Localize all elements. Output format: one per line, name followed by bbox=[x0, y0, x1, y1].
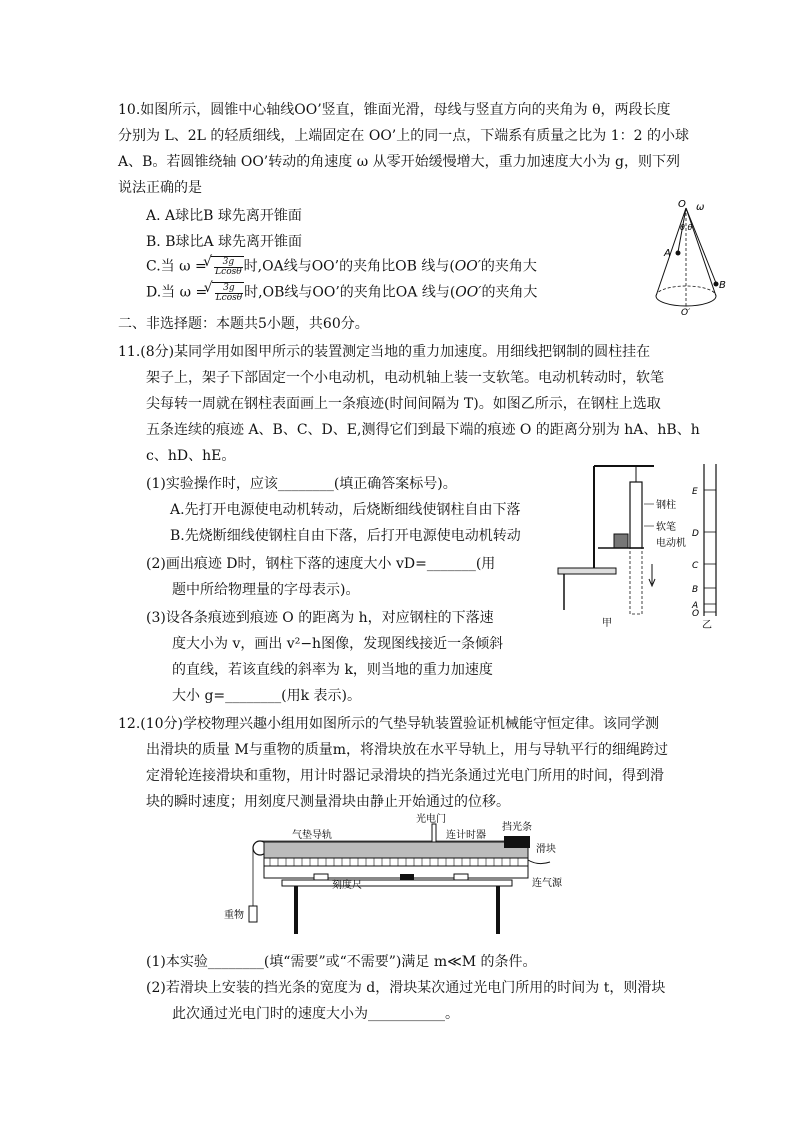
q11-line-3: 尖每转一周就在钢柱表面画上一条痕迹(时间间隔为 T)。如图乙所示，在钢柱上选取 bbox=[146, 396, 661, 412]
label-timer: 连计时器 bbox=[446, 830, 486, 841]
q10-option-d bbox=[146, 282, 537, 303]
q12-part-1: (1)本实验________(填“需要”或“不需要”)满足 m≪M 的条件。 bbox=[146, 954, 537, 970]
q10-option-c-frac-num: √ 3g bbox=[214, 258, 242, 268]
air-track-figure bbox=[220, 810, 580, 935]
label-ruler: 刻度尺 bbox=[332, 880, 362, 891]
label-yi: 乙 bbox=[702, 620, 712, 630]
slider bbox=[504, 836, 530, 848]
label-a: A bbox=[664, 248, 671, 259]
q10-option-d-frac-den: Lcosθ bbox=[215, 292, 243, 303]
q12-line-3: 定滑轮连接滑块和重物，用计时器记录滑块的挡光条通过光电门所用的时间，得到滑 bbox=[146, 768, 664, 784]
q12-part-2-a: (2)若滑块上安装的挡光条的宽度为 d，滑块某次通过光电门所用的时间为 t，则滑块 bbox=[146, 980, 666, 996]
q10-option-d-prefix: D.当 ω = bbox=[146, 284, 208, 301]
q10-option-d-text: 时,OB线与OO’的夹角比OA 线与( bbox=[244, 284, 456, 301]
trace-label-d: D bbox=[692, 529, 699, 539]
q11-line-1: 11.(8分)某同学用如图甲所示的装置测定当地的重力加速度。用细线把钢制的圆柱挂在 bbox=[118, 344, 651, 360]
hanging-weight bbox=[249, 906, 257, 922]
steel-cylinder bbox=[630, 482, 642, 548]
label-slider: 滑块 bbox=[536, 844, 556, 855]
trace-label-e: E bbox=[692, 487, 698, 497]
air-track bbox=[264, 842, 528, 858]
label-strip: 挡光条 bbox=[502, 822, 532, 833]
q12-line-1: 12.(10分)学校物理兴趣小组用如图所示的气垫导轨装置验证机械能守恒定律。该同学测 bbox=[118, 716, 660, 732]
q10-line-1: 10.如图所示，圆锥中心轴线OO’竖直，锥面光滑，母线与竖直方向的夹角为 θ，两段长度 bbox=[118, 102, 671, 118]
q10-line-3: A、B。若圆锥绕轴 OO’转动的角速度 ω 从零开始缓慢增大，重力加速度大小为 g，则下列 bbox=[118, 154, 680, 170]
q10-option-d-oo: OO′ bbox=[455, 284, 482, 301]
q11-line-4: 五条连续的痕迹 A、B、C、D、E,测得它们到最下端的痕迹 O 的距离分别为 hA、hB、h bbox=[146, 422, 700, 438]
q11-part-3-b: 度大小为 v，画出 v²−h图像，发现图线接近一条倾斜 bbox=[172, 636, 504, 652]
q10-option-c-text: 时,OA线与OO’的夹角比OB 线与( bbox=[243, 258, 455, 275]
ruler-bar bbox=[264, 858, 528, 866]
falling-cylinder bbox=[630, 548, 642, 614]
cone-right-edge bbox=[686, 208, 716, 296]
air-hose bbox=[528, 860, 550, 864]
q11-part-1-option-b: B.先烧断细线使钢柱自由下落，后打开电源使电动机转动 bbox=[170, 528, 521, 544]
cone-figure bbox=[650, 196, 740, 316]
label-gate: 光电门 bbox=[416, 814, 446, 825]
label-motor: 电动机 bbox=[656, 538, 686, 549]
trace-label-b: B bbox=[692, 585, 699, 595]
thread-ob bbox=[686, 208, 716, 283]
label-track: 气垫导轨 bbox=[292, 830, 332, 841]
trace-label-c: C bbox=[692, 561, 699, 571]
section-header: 二、非选择题：本题共5小题，共60分。 bbox=[118, 316, 369, 332]
q10-option-c-sqrt bbox=[211, 256, 243, 277]
q10-option-b: B. B球比A 球先离开锥面 bbox=[146, 234, 303, 250]
track-support bbox=[264, 866, 528, 878]
table-top bbox=[282, 880, 512, 886]
q11-part-3-d: 大小 g=________(用k 表示)。 bbox=[172, 688, 361, 704]
q12-line-2: 出滑块的质量 M与重物的质量m，将滑块放在水平导轨上，用与导轨平行的细绳跨过 bbox=[146, 742, 669, 758]
photogate bbox=[432, 824, 436, 842]
label-pen: 软笔 bbox=[656, 522, 676, 533]
trace-label-o: O bbox=[692, 609, 700, 619]
q12-line-4: 块的瞬时速度；用刻度尺测量滑块由静止开始通过的位移。 bbox=[146, 794, 510, 810]
label-weight: 重物 bbox=[224, 910, 244, 921]
motor bbox=[614, 534, 628, 548]
label-o-prime: O′ bbox=[681, 308, 691, 316]
label-omega: ω bbox=[696, 202, 705, 213]
label-jia: 甲 bbox=[602, 618, 612, 629]
q11-part-1: (1)实验操作时，应该________(填正确答案标号)。 bbox=[146, 476, 457, 492]
base-plate bbox=[558, 568, 616, 574]
q11-line-2: 架子上，架子下部固定一个小电动机，电动机轴上装一支软笔。电动机转动时，软笔 bbox=[146, 370, 664, 386]
q12-part-2-b: 此次通过光电门时的速度大小为___________。 bbox=[172, 1006, 459, 1022]
q10-line-2: 分别为 L、2L 的轻质细线，上端固定在 OO’上的同一点，下端系有质量之比为 1：2 的小球 bbox=[118, 128, 689, 144]
q10-option-c-prefix: C.当 ω = bbox=[146, 258, 207, 275]
q10-option-c-end: 的夹角大 bbox=[480, 258, 537, 275]
q10-option-a: A. A球比B 球先离开锥面 bbox=[146, 208, 302, 224]
q10-line-4: 说法正确的是 bbox=[118, 180, 202, 196]
q10-option-c bbox=[146, 256, 537, 277]
q11-part-3-a: (3)设各条痕迹到痕迹 O 的距离为 h，对应钢柱的下落速 bbox=[146, 610, 494, 626]
label-steel: 钢柱 bbox=[656, 500, 676, 511]
label-theta: θ θ bbox=[680, 223, 693, 232]
trace-label-a: A bbox=[692, 601, 699, 611]
label-o: O bbox=[678, 199, 686, 210]
q10-option-d-frac-num: √ 3g bbox=[215, 284, 243, 294]
q11-line-5: c、hD、hE。 bbox=[146, 448, 236, 464]
trace-figure-yi bbox=[690, 460, 730, 630]
q11-part-2-b: 题中所给物理量的字母表示)。 bbox=[172, 582, 360, 598]
ball-a bbox=[676, 251, 681, 256]
q11-part-1-option-a: A.先打开电源使电动机转动，后烧断细线使钢柱自由下落 bbox=[170, 502, 521, 518]
ball-b bbox=[714, 282, 719, 287]
cone-left-edge bbox=[656, 208, 686, 296]
q10-option-c-oo: OO′ bbox=[454, 258, 481, 275]
q11-part-3-c: 的直线，若该直线的斜率为 k，则当地的重力加速度 bbox=[172, 662, 493, 678]
label-air-source: 连气源 bbox=[532, 878, 562, 889]
q10-option-c-frac-den: Lcosθ bbox=[215, 266, 242, 277]
q10-option-d-end: 的夹角大 bbox=[481, 284, 538, 301]
label-b: B bbox=[719, 280, 726, 291]
q11-part-2-a: (2)画出痕迹 D时，钢柱下落的速度大小 vD=_______(用 bbox=[146, 556, 496, 572]
q10-option-d-sqrt bbox=[212, 282, 244, 303]
